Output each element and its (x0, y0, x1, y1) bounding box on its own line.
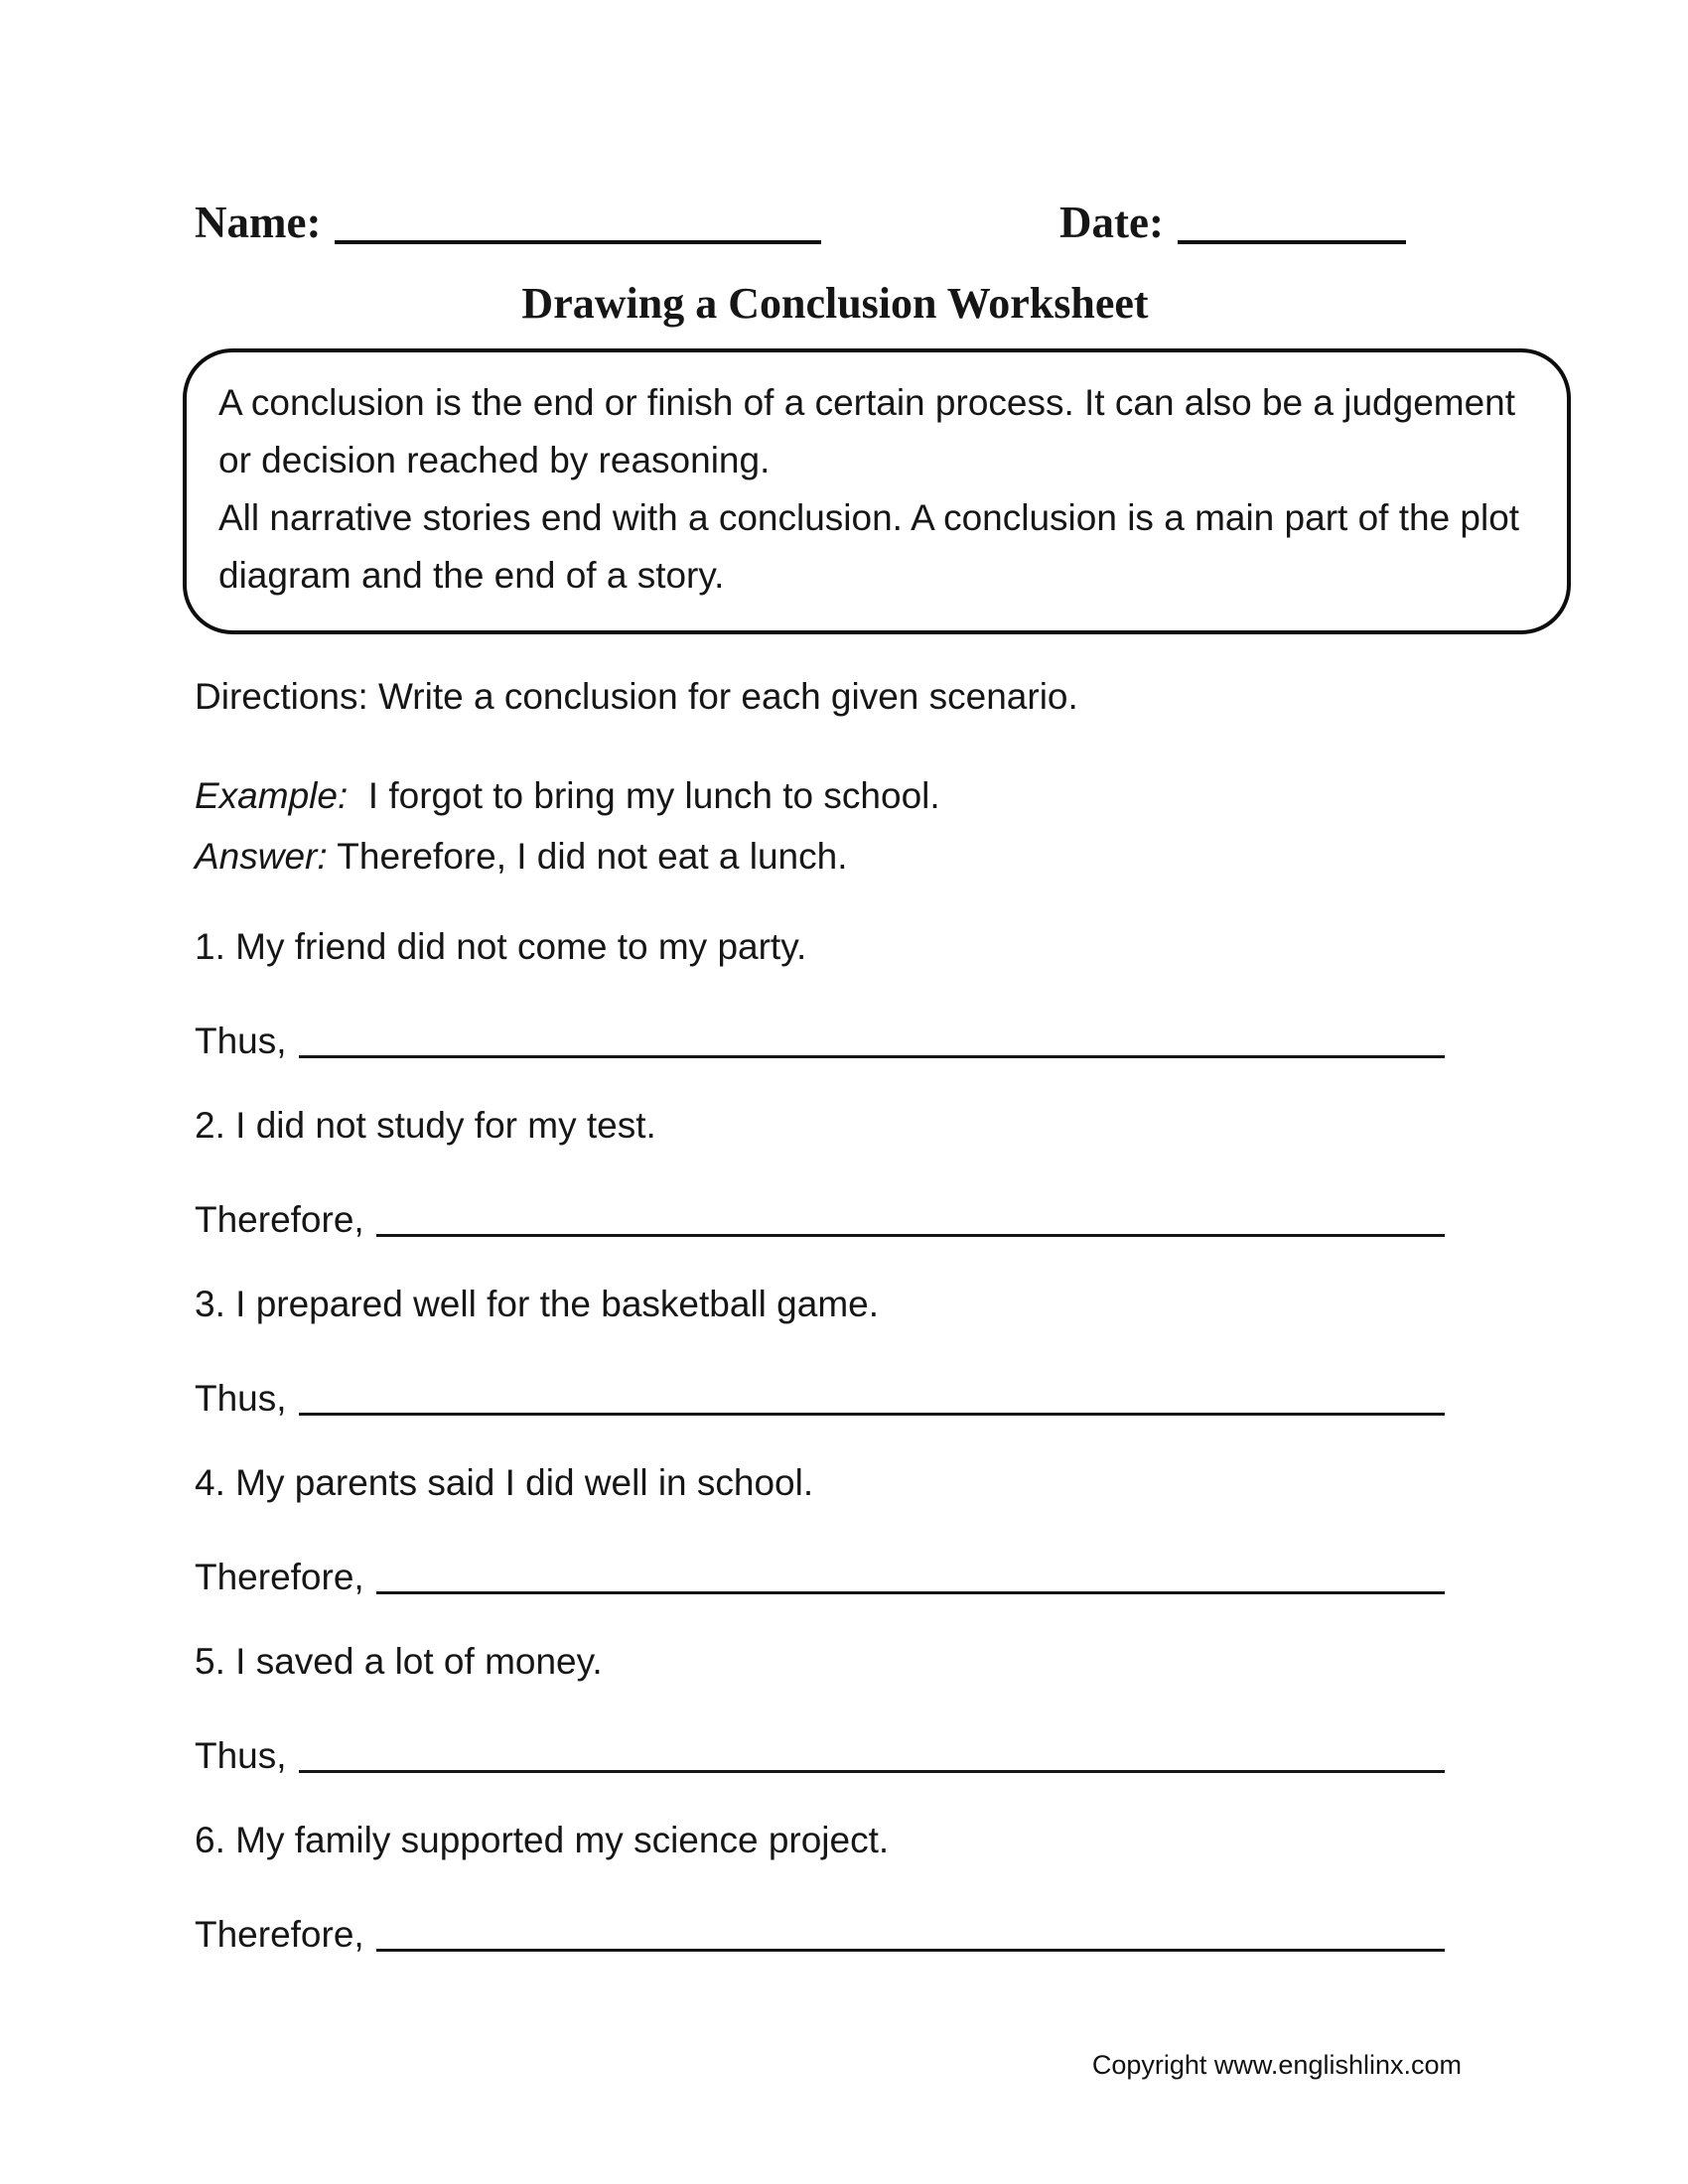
answer-line (195, 1732, 1445, 1780)
question-text: I saved a lot of money. (235, 1640, 603, 1682)
answer-blank (299, 1048, 1445, 1058)
conclusion-starter: Therefore, (195, 1556, 364, 1597)
question-prompt (195, 1637, 1476, 1687)
directions-text: Directions: Write a conclusion for each given scenario. (195, 675, 1078, 717)
conclusion-starter: Therefore, (195, 1913, 364, 1955)
question-number: 2. (195, 1104, 225, 1146)
answer-text: Therefore, I did not eat a lunch. (337, 835, 848, 877)
example-block (195, 765, 1476, 887)
question-number: 5. (195, 1640, 225, 1682)
answer-line (195, 1911, 1445, 1959)
example-text: I forgot to bring my lunch to school. (367, 774, 940, 816)
answer-line (195, 1554, 1445, 1601)
question-prompt (195, 1458, 1476, 1508)
answer-blank (376, 1227, 1445, 1237)
question-text: I did not study for my test. (235, 1104, 656, 1146)
date-blank (1178, 240, 1406, 244)
question-number: 6. (195, 1819, 225, 1860)
answer-blank (376, 1584, 1445, 1594)
question-item-5 (195, 1637, 1476, 1780)
answer-line (195, 1018, 1445, 1065)
question-item-6 (195, 1816, 1476, 1959)
question-prompt (195, 1280, 1476, 1329)
name-blank (335, 240, 821, 244)
answer-label: Answer: (195, 835, 328, 877)
question-text: My family supported my science project. (235, 1819, 890, 1860)
question-number: 1. (195, 925, 225, 967)
conclusion-starter: Therefore, (195, 1198, 364, 1240)
question-text: I prepared well for the basketball game. (235, 1283, 880, 1324)
question-item-2 (195, 1101, 1476, 1244)
date-label: Date: (1059, 198, 1164, 247)
name-field-group (195, 199, 821, 248)
question-prompt (195, 922, 1476, 972)
header-row (195, 199, 1476, 248)
definition-line-1: A conclusion is the end or finish of a certain process. It can also be a judgement or decision reached by reasoning. (218, 381, 1516, 480)
definition-box (183, 348, 1571, 634)
question-prompt (195, 1816, 1476, 1865)
conclusion-starter: Thus, (195, 1734, 287, 1776)
question-item-4 (195, 1458, 1476, 1601)
conclusion-starter: Thus, (195, 1377, 287, 1419)
question-text: My parents said I did well in school. (235, 1461, 814, 1503)
page-title: Drawing a Conclusion Worksheet (521, 278, 1149, 328)
question-item-1 (195, 922, 1476, 1065)
answer-line (195, 1375, 1445, 1423)
question-item-3 (195, 1280, 1476, 1423)
answer-line-example (195, 826, 1476, 887)
date-field-group (1059, 199, 1406, 248)
answer-blank (376, 1942, 1445, 1952)
copyright-text: Copyright www.englishlinx.com (1091, 2049, 1462, 2080)
answer-blank (299, 1763, 1445, 1773)
question-prompt (195, 1101, 1476, 1151)
definition-line-2: All narrative stories end with a conclusion. A conclusion is a main part of the plot diagram and the end of a story. (218, 496, 1520, 596)
example-line (195, 765, 1476, 826)
answer-blank (299, 1406, 1445, 1416)
answer-line (195, 1196, 1445, 1244)
question-number: 4. (195, 1461, 225, 1503)
question-text: My friend did not come to my party. (235, 925, 807, 967)
name-label: Name: (195, 198, 322, 247)
question-number: 3. (195, 1283, 225, 1324)
conclusion-starter: Thus, (195, 1020, 287, 1061)
example-label: Example: (195, 774, 349, 816)
